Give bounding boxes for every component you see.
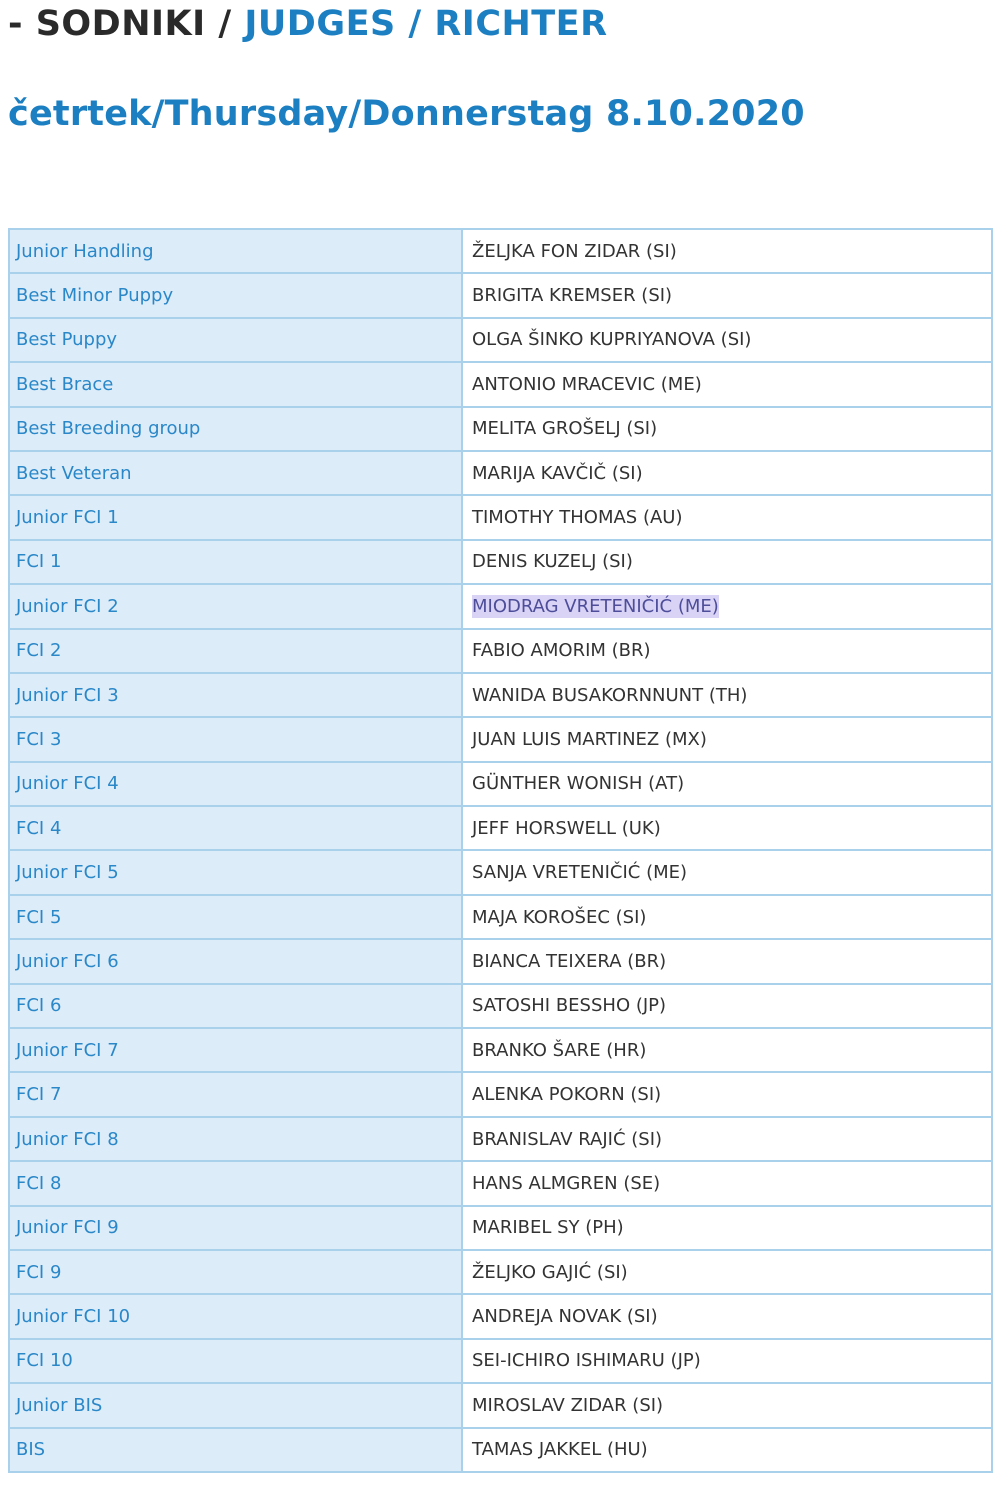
table-row bbox=[9, 1206, 992, 1250]
title-sodniki: SODNIKI bbox=[35, 4, 206, 44]
table-row bbox=[9, 1294, 992, 1338]
category-cell: Best Breeding group bbox=[9, 407, 462, 451]
highlighted-judge-name: MIODRAG VRETENIČIĆ (ME) bbox=[472, 595, 719, 617]
table-row bbox=[9, 1383, 992, 1427]
date-subtitle: četrtek/Thursday/Donnerstag 8.10.2020 bbox=[8, 94, 805, 134]
table-row bbox=[9, 273, 992, 317]
table-row bbox=[9, 318, 992, 362]
table-row bbox=[9, 806, 992, 850]
judge-cell: DENIS KUZELJ (SI) bbox=[462, 540, 992, 584]
table-row bbox=[9, 495, 992, 539]
table-row bbox=[9, 1250, 992, 1294]
category-cell: Junior FCI 7 bbox=[9, 1028, 462, 1072]
judge-cell: ŽELJKA FON ZIDAR (SI) bbox=[462, 229, 992, 273]
table-row bbox=[9, 362, 992, 406]
category-cell: Junior FCI 10 bbox=[9, 1294, 462, 1338]
judge-cell: BRIGITA KREMSER (SI) bbox=[462, 273, 992, 317]
judge-cell: ANTONIO MRACEVIC (ME) bbox=[462, 362, 992, 406]
judge-cell: SATOSHI BESSHO (JP) bbox=[462, 984, 992, 1028]
judge-cell: JEFF HORSWELL (UK) bbox=[462, 806, 992, 850]
table-row bbox=[9, 1339, 992, 1383]
judge-cell: JUAN LUIS MARTINEZ (MX) bbox=[462, 717, 992, 761]
page-title bbox=[8, 2, 608, 46]
title-dash: - bbox=[8, 4, 36, 44]
category-cell: Junior FCI 8 bbox=[9, 1117, 462, 1161]
category-cell: Junior BIS bbox=[9, 1383, 462, 1427]
category-cell: FCI 7 bbox=[9, 1072, 462, 1116]
category-cell: Best Veteran bbox=[9, 451, 462, 495]
table-row bbox=[9, 717, 992, 761]
table-row bbox=[9, 584, 992, 628]
judge-cell: FABIO AMORIM (BR) bbox=[462, 629, 992, 673]
table-row bbox=[9, 451, 992, 495]
category-cell: BIS bbox=[9, 1428, 462, 1472]
category-cell: FCI 2 bbox=[9, 629, 462, 673]
table-row bbox=[9, 939, 992, 983]
judge-cell: HANS ALMGREN (SE) bbox=[462, 1161, 992, 1205]
category-cell: Junior FCI 3 bbox=[9, 673, 462, 717]
category-cell: FCI 6 bbox=[9, 984, 462, 1028]
table-row bbox=[9, 1072, 992, 1116]
judge-cell: ŽELJKO GAJIĆ (SI) bbox=[462, 1250, 992, 1294]
category-cell: FCI 8 bbox=[9, 1161, 462, 1205]
title-judges-richter: JUDGES / RICHTER bbox=[244, 4, 608, 44]
judge-cell: WANIDA BUSAKORNNUNT (TH) bbox=[462, 673, 992, 717]
category-cell: FCI 1 bbox=[9, 540, 462, 584]
category-cell: FCI 5 bbox=[9, 895, 462, 939]
table-row bbox=[9, 1428, 992, 1472]
judges-table-body bbox=[9, 229, 992, 1472]
category-cell: Junior FCI 1 bbox=[9, 495, 462, 539]
table-row bbox=[9, 984, 992, 1028]
judge-cell bbox=[462, 584, 992, 628]
table-row bbox=[9, 629, 992, 673]
judge-cell: ALENKA POKORN (SI) bbox=[462, 1072, 992, 1116]
table-row bbox=[9, 673, 992, 717]
judge-cell: TAMAS JAKKEL (HU) bbox=[462, 1428, 992, 1472]
judge-cell: BRANKO ŠARE (HR) bbox=[462, 1028, 992, 1072]
table-row bbox=[9, 229, 992, 273]
category-cell: Junior FCI 2 bbox=[9, 584, 462, 628]
category-cell: FCI 3 bbox=[9, 717, 462, 761]
category-cell: Junior FCI 5 bbox=[9, 850, 462, 894]
category-cell: Junior Handling bbox=[9, 229, 462, 273]
judge-cell: BRANISLAV RAJIĆ (SI) bbox=[462, 1117, 992, 1161]
category-cell: Best Puppy bbox=[9, 318, 462, 362]
judges-table bbox=[8, 228, 993, 1473]
judge-cell: MELITA GROŠELJ (SI) bbox=[462, 407, 992, 451]
category-cell: Best Minor Puppy bbox=[9, 273, 462, 317]
table-row bbox=[9, 762, 992, 806]
table-row bbox=[9, 540, 992, 584]
category-cell: Junior FCI 6 bbox=[9, 939, 462, 983]
category-cell: Junior FCI 9 bbox=[9, 1206, 462, 1250]
judge-cell: SANJA VRETENIČIĆ (ME) bbox=[462, 850, 992, 894]
table-row bbox=[9, 1161, 992, 1205]
table-row bbox=[9, 850, 992, 894]
judge-cell: SEI-ICHIRO ISHIMARU (JP) bbox=[462, 1339, 992, 1383]
table-row bbox=[9, 1117, 992, 1161]
judge-cell: MAJA KOROŠEC (SI) bbox=[462, 895, 992, 939]
title-separator: / bbox=[205, 4, 245, 44]
category-cell: FCI 10 bbox=[9, 1339, 462, 1383]
judge-cell: BIANCA TEIXERA (BR) bbox=[462, 939, 992, 983]
category-cell: FCI 9 bbox=[9, 1250, 462, 1294]
table-row bbox=[9, 895, 992, 939]
category-cell: Best Brace bbox=[9, 362, 462, 406]
judge-cell: MARIBEL SY (PH) bbox=[462, 1206, 992, 1250]
table-row bbox=[9, 1028, 992, 1072]
judge-cell: TIMOTHY THOMAS (AU) bbox=[462, 495, 992, 539]
judge-cell: ANDREJA NOVAK (SI) bbox=[462, 1294, 992, 1338]
judge-cell: GÜNTHER WONISH (AT) bbox=[462, 762, 992, 806]
category-cell: FCI 4 bbox=[9, 806, 462, 850]
category-cell: Junior FCI 4 bbox=[9, 762, 462, 806]
table-row bbox=[9, 407, 992, 451]
judge-cell: MIROSLAV ZIDAR (SI) bbox=[462, 1383, 992, 1427]
judge-cell: OLGA ŠINKO KUPRIYANOVA (SI) bbox=[462, 318, 992, 362]
judge-cell: MARIJA KAVČIČ (SI) bbox=[462, 451, 992, 495]
